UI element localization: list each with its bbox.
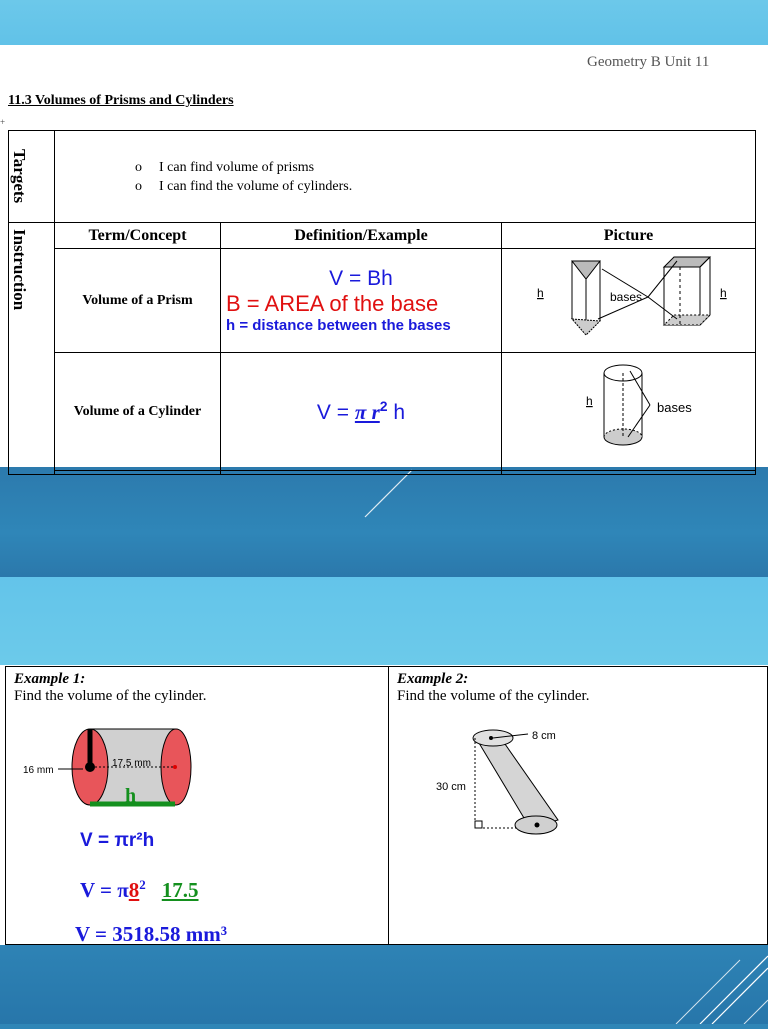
example-1-prompt: Find the volume of the cylinder. (14, 688, 207, 704)
page-title: 11.3 Volumes of Prisms and Cylinders (8, 93, 234, 108)
height-label: h (125, 785, 137, 807)
col-header-term: Term/Concept (55, 223, 221, 249)
targets-label-cell (9, 131, 55, 223)
decorative-line (0, 467, 768, 577)
col-header-definition: Definition/Example (221, 223, 502, 249)
formula-cylinder: V = π $r^2$ h (221, 353, 502, 471)
height-label: 30 cm (436, 781, 466, 793)
height-definition: h = distance between the bases (226, 317, 451, 334)
example-2-prompt: Find the volume of the cylinder. (397, 688, 590, 704)
work-answer: V = 3518.58 mm³ (75, 922, 228, 946)
work-line-1: V = πr²h (80, 830, 155, 851)
diameter-label: 8 cm (532, 730, 556, 742)
base-definition: B = AREA of the base (226, 291, 439, 316)
targets-label: Targets (10, 149, 29, 204)
target-item: o I can find volume of prisms (135, 159, 315, 175)
definition-prism (221, 249, 502, 353)
example-2-cylinder (420, 724, 580, 840)
course-label: Geometry B Unit 11 (587, 54, 710, 70)
example-1-heading: Example 1: (14, 671, 86, 687)
example-2-heading: Example 2: (397, 671, 469, 687)
term-cylinder: Volume of a Cylinder (55, 353, 221, 471)
term-prism: Volume of a Prism (55, 249, 221, 353)
target-item: o I can find the volume of cylinders. (135, 178, 353, 194)
label-h: h (720, 286, 727, 300)
formula-prism: V = Bh (329, 267, 393, 290)
table-anchor-icon[interactable]: + (0, 117, 6, 127)
label-h: h (537, 286, 544, 300)
length-label: 17.5 mm (112, 758, 151, 769)
top-banner (0, 0, 768, 45)
cyan-band (0, 577, 768, 665)
prism-picture-cell (502, 249, 756, 353)
instruction-label: Instruction (10, 229, 29, 311)
label-h: h (586, 394, 593, 408)
targets-list (55, 131, 756, 223)
bottom-band (0, 945, 768, 1024)
label-bases: bases (657, 400, 692, 415)
work-line-2: $V = \pi 8^2$ 17.5 (80, 877, 199, 902)
middle-band (0, 467, 768, 577)
instruction-label-cell (9, 223, 55, 475)
label-bases: bases (610, 290, 643, 304)
instruction-table (8, 130, 756, 475)
prism-diagram (502, 249, 755, 347)
example-1-cylinder (15, 722, 215, 814)
cylinder-diagram (502, 353, 755, 465)
diameter-label: 16 mm (23, 765, 54, 776)
cylinder-picture-cell (502, 353, 756, 471)
decorative-lines (0, 945, 768, 1024)
col-header-picture: Picture (502, 223, 756, 249)
